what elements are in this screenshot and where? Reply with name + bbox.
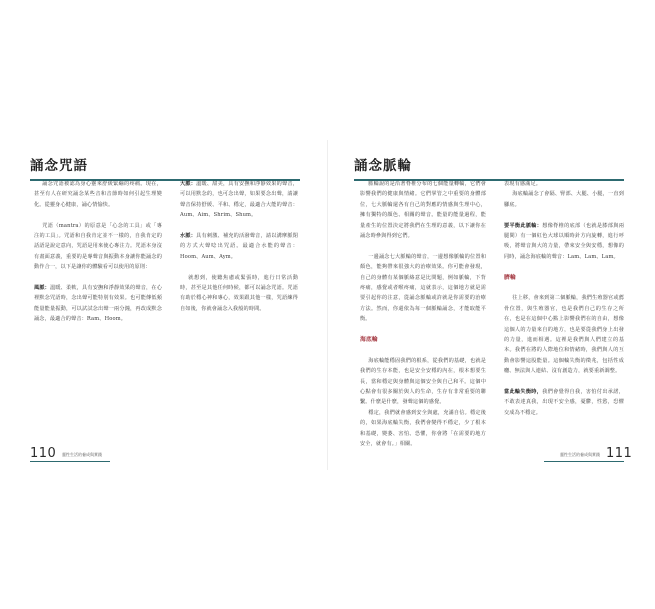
page-title: 誦念脈輪 (354, 158, 412, 174)
footer-rule (544, 461, 624, 462)
paragraph: 一邊誦念七大脈輪的聲音，一邊想像脈輪的位置和顏色，能夠帶來很強大的治療效果。你可能會發現，自己的身體有某個脈絡意是比問題，例如脈輪，下背疼痛，感覺或者喉疼痛，這就表示，這個地方就是需要引起你的注意，從誦念脈輪或許就是你需要的治療方法。然而，你還依為每一個脈輪誦念，才能取能平衡。 (360, 253, 486, 323)
paragraph: 誦念咒語被認為身心靈來舒緩緊繃的疼痛。現在，甚至有人在研究誦念某些音和音節時如何引起生理變化。從靈身心健康，誦心情愉快。 (34, 181, 162, 208)
paragraph: 咒語（mantra）的原意是「心念的工具」或「專注的工具」。咒語和自我肯定並不一樣的，自我肯定的話語是說定意向，咒語是用來使心專注力。咒語本身沒有畫面意義，重要的是專聲音與振動本身讓你能誦念的動作合一，以下是讓你的體驗看可以使用的原則： (34, 222, 162, 271)
paragraph-text: 溫暖、甜美，具有安撫和淨靜效果的聲音，可以用默念的，也可念出聲，如果要念出聲，請讓聲音保持舒緩、平和、穩定，最適合大能的聲音：Aum、Aim、Shrim、Shum。 (180, 181, 298, 219)
left-column-2 (180, 179, 298, 325)
paragraph: 穩定，我們就會感到安全與處，充滿自信。穩定後的，如果海底輪失衡，我們會變得不穩定，少了根本和基礎，變萎、害怕、恐懼，你會將「在需要的地方安全，就會有。」相關。 (360, 409, 486, 448)
paragraph (180, 231, 298, 262)
paragraph-text: 具有刺激、補充的活潑聲音，請以溝摩脈閉的方式大聲唸出咒語。最適合水能的聲音：Hoom、Aum、Aym。 (180, 233, 298, 260)
running-footer: 靈性生活的養成與實踐 (62, 452, 102, 457)
paragraph (34, 283, 162, 325)
paragraph-text: 我們會覺得自我，害怕付出承諾，不敢表達真我，出現不安全感，憂鬱，性慾，恐懼交成為不穩定。 (504, 389, 624, 416)
left-page (0, 0, 327, 609)
section-heading: 海底輪 (360, 337, 378, 344)
left-column-1 (34, 179, 162, 335)
paragraph: 海底輪誦念了會隔、腎部、大腿、小腿，一直到腳底。 (504, 191, 624, 208)
page-title: 誦念咒語 (30, 158, 88, 174)
right-column-2 (504, 179, 624, 429)
term-label: 要平衡此脈輪： (504, 222, 543, 229)
section-heading: 臍輪 (504, 274, 516, 281)
paragraph: 往上移，會來到第二個脈輪，我們生殖器官或薦骨位置，與生殖器官，也是我們自己的生存之所在，也是在這個中心點上影響我們在的自由，想像這個人的力量來自的地方，也是要從我們身上出發的力量，進而相遇。這裡是我們與人們建立的基本。我們在將的人際地位和情緒時，我們與人的互動會影響這股能量。這個輪失衡的徵兆，包括性成癮、無法與人連結、沒有創造力，就要重新調整。 (504, 295, 624, 375)
left-title-block (30, 156, 88, 176)
right-title-block (354, 156, 412, 176)
paragraph: 海底輪能穩固我們的根系，從我們的基礎，也就是我們的生存本能，也是安全安穩的內在，根本想要生長，當和穩定與身體與這個安全與自己和平。這個中心點會有很多關於與人的生命，生存有非常重要的聯繫。什麼是什麼，發聲這個的感覺。 (360, 357, 486, 406)
term-label: 風脈： (34, 285, 51, 292)
paragraph-text: 想像脊椎的底部（也就是膝部與兩腿間）有一個紅色大球以順時針方向旋轉，進行呼吸，將聲音與大的力量，帶來安全與安穩，想像的同時，誦念海底輪的聲音：Lam、Lam、Lam。 (504, 222, 624, 260)
paragraph: 表現有感滿足。 (504, 181, 542, 187)
running-footer: 靈性生活的養成與實踐 (560, 452, 600, 457)
page-number: 111 (606, 446, 633, 461)
right-column-1 (360, 179, 486, 460)
paragraph (504, 221, 624, 263)
paragraph (180, 179, 298, 221)
right-page (328, 0, 655, 609)
paragraph (504, 387, 624, 418)
paragraph: 脈輪說的是沿著脊椎分布的七個能量轉輪，它們會影響我們的健康與情緒。它們掌管之中重要的身體部位，七大脈輪還各有自己的對應的情感與生理中心，擁有獨特的顏色、相關的聲音。能量的能量過程，能量產生的位置決定將我們在生理的意義，以下讓你在誦念時參與得到它們。 (360, 181, 486, 240)
page-number: 110 (30, 446, 57, 461)
term-label: 大脈： (180, 181, 197, 187)
footer-rule (30, 461, 110, 462)
paragraph: 就想到，使聽焦慮或緊張時，進行日常活動時，甚至是其他任何時候，都可以誦念咒語。咒語有助於穩心神和專心，效果跟其他一樣，咒語練得自如後，你就會誦念入我般的時間。 (180, 274, 298, 312)
term-label: 當此輪失衡時， (504, 389, 543, 396)
term-label: 水脈： (180, 233, 197, 240)
paragraph-text: 溫暖、柔軟，具有安撫和淨靜效果的聲音，在心裡默念咒語時，念出聲可能特別有效果。也可能傳低頻能量能量振動，可以試試念出聲一兩分鐘，再改成默念誦念，最適合的聲音：Ram、Hoom。 (34, 285, 163, 323)
